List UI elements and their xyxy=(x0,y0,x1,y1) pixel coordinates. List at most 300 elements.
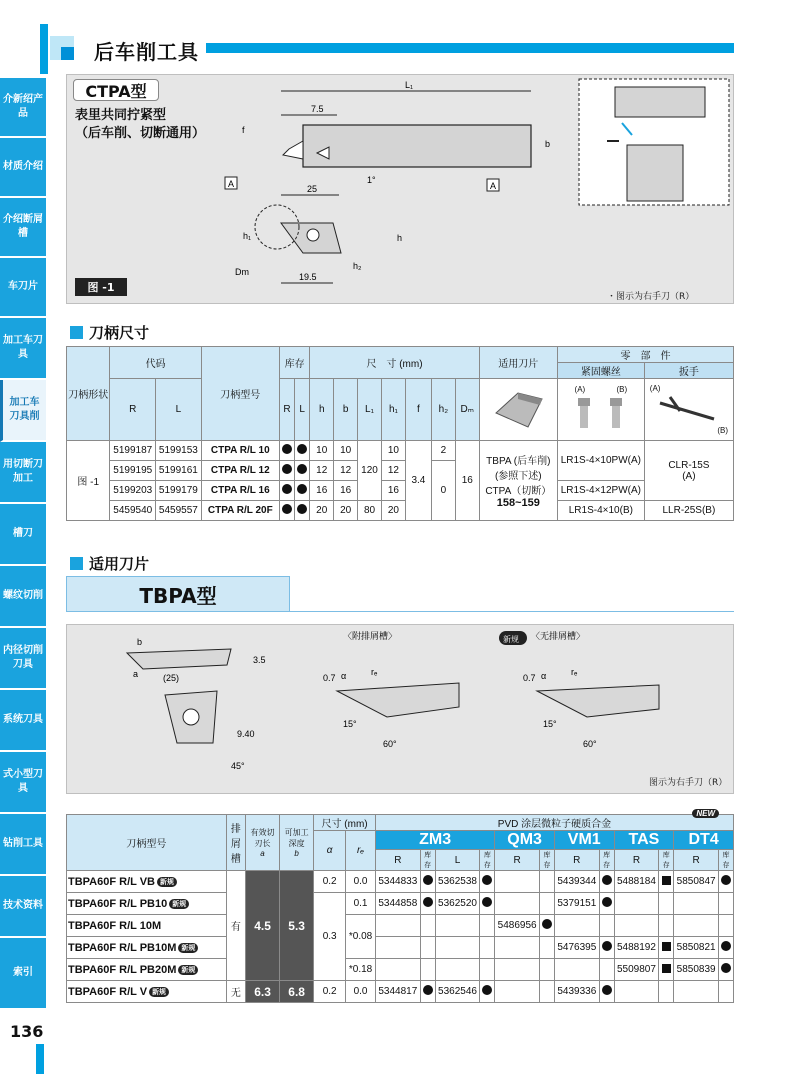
th-stock-r: R xyxy=(279,379,294,441)
th-insert-model: 刀柄型号 xyxy=(67,815,227,871)
zm3-l-cell xyxy=(435,959,480,981)
sidebar-item-label: 槽刀 xyxy=(13,528,33,539)
stock-l-cell xyxy=(295,461,310,481)
h1-cell: 16 xyxy=(381,481,405,501)
th-alpha: α xyxy=(314,831,346,871)
sidebar-item-label: 螺纹切削 xyxy=(3,590,43,601)
datum-a-left-label: A xyxy=(228,179,235,189)
stock-dot-icon xyxy=(282,464,292,474)
b-cell: 10 xyxy=(334,441,358,461)
zm3-l-stock xyxy=(480,893,495,915)
zm3-l-cell: 5362538 xyxy=(435,871,480,893)
dim-35-label: 3.5 xyxy=(253,655,266,665)
tas-r-cell xyxy=(614,915,659,937)
vm1-r-cell: 5439336 xyxy=(554,981,599,1003)
depth-cell: 6.8 xyxy=(280,981,314,1003)
screw-images xyxy=(557,379,644,441)
tas-stock xyxy=(659,981,674,1003)
holder-body-shape xyxy=(303,125,531,167)
insert-hole-shape xyxy=(183,709,199,725)
sidebar-item-chipbreaker[interactable] xyxy=(0,198,46,258)
holder-section-label: 刀柄尺寸 xyxy=(89,324,150,342)
section-square-icon xyxy=(70,557,83,570)
insert-table xyxy=(66,809,734,1003)
dim-60-label: 60° xyxy=(383,739,397,749)
model-cell: CTPA R/L 10 xyxy=(201,441,279,461)
th-h: h xyxy=(310,379,334,441)
h2-cell: 0 xyxy=(431,461,455,521)
screw-icon xyxy=(566,394,636,432)
dim-l1-label: L₁ xyxy=(405,80,414,90)
th-parts: 零 部 件 xyxy=(557,347,733,363)
zm3-r-cell: 5344858 xyxy=(375,893,420,915)
th-screw: 紧固螺丝 xyxy=(557,363,644,379)
th-wrench: 扳手 xyxy=(644,363,733,379)
th-tas-r: R xyxy=(614,850,659,871)
code-l-cell: 5199153 xyxy=(156,441,202,461)
code-r-cell: 5199195 xyxy=(110,461,156,481)
th-zm3-stock-l: 库存 xyxy=(480,850,495,871)
insert-model-text: TBPA60F R/L PB20M xyxy=(68,963,177,976)
f-cell: 3.4 xyxy=(405,441,431,521)
b-cell: 20 xyxy=(334,501,358,521)
th-insert-dims: 尺寸 (mm) xyxy=(314,815,376,831)
shape-fig-cell: 图 -1 xyxy=(67,441,110,521)
stock-dot-icon xyxy=(423,875,433,885)
stock-dot-icon xyxy=(721,875,731,885)
sidebar-item-label: 索引 xyxy=(13,967,33,978)
sidebar-item-boring[interactable] xyxy=(0,628,46,690)
vm1-stock xyxy=(599,937,614,959)
qm3-r-cell: 5486956 xyxy=(495,915,540,937)
zm3-r-stock xyxy=(420,893,435,915)
tbpa-type-label: TBPA型 xyxy=(66,576,290,612)
with-groove-label: 〈附排屑槽〉 xyxy=(343,631,398,641)
dt4-stock xyxy=(718,915,733,937)
grade-vm1: VM1 xyxy=(554,831,614,850)
th-vm1-r: R xyxy=(554,850,599,871)
vm1-stock xyxy=(599,893,614,915)
th-depth xyxy=(280,815,314,871)
screw-cell-3: LR1S-4×10(B) xyxy=(557,501,644,521)
cut-length-cell: 6.3 xyxy=(245,981,279,1003)
zm3-r-cell: 5344833 xyxy=(375,871,420,893)
dim-reb-label: rₑ xyxy=(571,667,578,677)
h1-cell: 12 xyxy=(381,461,405,481)
sidebar-item-new-products[interactable] xyxy=(0,78,46,138)
new-spec-tag: 新规 xyxy=(178,965,198,975)
zm3-l-stock xyxy=(480,915,495,937)
dt4-r-cell xyxy=(674,981,719,1003)
stock-dot-icon xyxy=(602,875,612,885)
ctpa-figure-panel xyxy=(66,74,734,304)
wrench-b-label: (B) xyxy=(717,426,728,435)
zm3-l-cell: 5362546 xyxy=(435,981,480,1003)
stock-dot-icon xyxy=(602,941,612,951)
new-badge: NEW xyxy=(692,809,719,818)
th-dt4-r: R xyxy=(674,850,719,871)
th-l1: L₁ xyxy=(358,379,382,441)
insert-model-cell xyxy=(67,871,227,893)
dim-07b-label: 0.7 xyxy=(523,673,536,683)
h1-cell: 20 xyxy=(381,501,405,521)
insert-model-cell xyxy=(67,937,227,959)
vm1-r-cell: 5379151 xyxy=(554,893,599,915)
zm3-r-cell xyxy=(375,937,420,959)
ctpa-desc-line2: （后车削、切断通用） xyxy=(75,126,206,141)
qm3-stock xyxy=(540,915,555,937)
h-cell: 12 xyxy=(310,461,334,481)
th-cut-text: 有效切刃长 xyxy=(250,828,275,848)
h-cell: 16 xyxy=(310,481,334,501)
th-zm3-stock-r: 库存 xyxy=(420,850,435,871)
th-b: b xyxy=(334,379,358,441)
dim-25-label: (25) xyxy=(163,673,180,683)
ctpa-desc-line1: 表里共同拧紧型 xyxy=(75,108,167,123)
insert-ref-line1: TBPA (后车削) xyxy=(486,456,551,467)
header-square-inner-icon xyxy=(61,47,74,60)
insert-shape-icon xyxy=(488,383,548,433)
zm3-l-stock xyxy=(480,959,495,981)
workpiece-shape xyxy=(615,87,705,117)
vm1-r-cell: 5439344 xyxy=(554,871,599,893)
zm3-l-cell xyxy=(435,915,480,937)
th-dims: 尺 寸 (mm) xyxy=(310,347,479,379)
table-row xyxy=(67,915,734,937)
sidebar-item-small-tools[interactable] xyxy=(0,752,46,814)
dim-a-label: a xyxy=(133,669,139,679)
vm1-r-cell: 5476395 xyxy=(554,937,599,959)
code-l-cell: 5459557 xyxy=(156,501,202,521)
th-zm3-l: L xyxy=(435,850,480,871)
sidebar-item-index[interactable] xyxy=(0,938,46,1010)
depth-cell: 5.3 xyxy=(280,871,314,981)
grade-tas: TAS xyxy=(614,831,674,850)
sidebar-item-system-tools[interactable] xyxy=(0,690,46,752)
zm3-r-stock xyxy=(420,981,435,1003)
tas-stock xyxy=(659,893,674,915)
th-code: 代码 xyxy=(110,347,201,379)
code-r-cell: 5459540 xyxy=(110,501,156,521)
qm3-r-cell xyxy=(495,871,540,893)
dim-940-label: 9.40 xyxy=(237,729,255,739)
zm3-r-cell: 5344817 xyxy=(375,981,420,1003)
dim-h-label: h xyxy=(397,233,403,243)
th-model: 刀柄型号 xyxy=(201,347,279,441)
dim-75-label: 7.5 xyxy=(311,104,324,114)
dim-15b-label: 15° xyxy=(543,719,557,729)
page-number-bar xyxy=(36,1044,44,1074)
table-row xyxy=(67,893,734,915)
zm3-r-stock xyxy=(420,915,435,937)
no-groove-label: 〈无排屑槽〉 xyxy=(531,631,586,641)
new-spec-tag: 新规 xyxy=(157,877,177,887)
sidebar-item-label: 材质介绍 xyxy=(3,161,43,172)
zm3-r-stock xyxy=(420,937,435,959)
dim-195-label: 19.5 xyxy=(299,272,317,282)
sidebar-item-turning-tools-active[interactable] xyxy=(0,380,46,442)
sidebar-item-materials[interactable] xyxy=(0,138,46,198)
insert-top-shape xyxy=(127,649,231,669)
sidebar-item-label: 钻削工具 xyxy=(3,838,43,849)
holder-section-title xyxy=(70,322,149,343)
h-cell: 20 xyxy=(310,501,334,521)
th-depth-text: 可加工深度 xyxy=(284,828,309,848)
sidebar-item-label: 用切断刀加工 xyxy=(3,459,43,484)
stock-r-cell xyxy=(279,481,294,501)
dt4-stock xyxy=(718,981,733,1003)
insert-model-cell xyxy=(67,959,227,981)
insert-model-cell xyxy=(67,981,227,1003)
vm1-r-cell xyxy=(554,915,599,937)
grade-qm3: QM3 xyxy=(495,831,555,850)
stock-dot-icon xyxy=(482,875,492,885)
vm1-stock xyxy=(599,959,614,981)
insert-ref-pages[interactable]: 158~159 xyxy=(496,497,540,509)
insert-drawing xyxy=(67,625,735,795)
ctpa-type-label: CTPA型 xyxy=(73,79,159,101)
table-row xyxy=(67,871,734,893)
datum-a-right-label: A xyxy=(490,181,497,191)
tas-r-cell xyxy=(614,981,659,1003)
tas-stock xyxy=(659,937,674,959)
page-number: 136 xyxy=(10,1022,44,1041)
tas-r-cell: 5509807 xyxy=(614,959,659,981)
screw-cell-1: LR1S-4×10PW(A) xyxy=(557,441,644,481)
sidebar-item-turning-tools[interactable] xyxy=(0,318,46,380)
insert-section-title xyxy=(70,553,149,574)
qm3-r-cell xyxy=(495,959,540,981)
code-l-cell: 5199161 xyxy=(156,461,202,481)
holder-table xyxy=(66,346,734,521)
th-depth-symbol: b xyxy=(294,849,299,858)
sidebar-item-threading[interactable] xyxy=(0,566,46,628)
th-re: rₑ xyxy=(346,831,376,871)
th-dm: Dₘ xyxy=(455,379,479,441)
grade-zm3: ZM3 xyxy=(375,831,494,850)
table-row xyxy=(67,481,734,501)
sidebar-item-label: 式小型刀具 xyxy=(3,769,43,794)
th-stock-l: L xyxy=(295,379,310,441)
th-code-r: R xyxy=(110,379,156,441)
stock-dot-icon xyxy=(423,897,433,907)
new-spec-tag: 新规 xyxy=(149,987,169,997)
stock-dot-icon xyxy=(423,985,433,995)
qm3-r-cell xyxy=(495,937,540,959)
zm3-r-stock xyxy=(420,959,435,981)
tas-r-cell xyxy=(614,893,659,915)
th-cut-symbol: a xyxy=(260,849,265,858)
stock-square-icon xyxy=(662,876,671,885)
sidebar-item-technical[interactable] xyxy=(0,876,46,938)
sidebar-item-drilling[interactable] xyxy=(0,814,46,876)
stock-dot-icon xyxy=(602,985,612,995)
model-cell: CTPA R/L 20F xyxy=(201,501,279,521)
re-cell: *0.18 xyxy=(346,959,376,981)
h2-cell: 2 xyxy=(431,441,455,461)
dt4-r-cell: 5850847 xyxy=(674,871,719,893)
th-pvd-text: PVD 涂层微粒子硬质合金 xyxy=(497,819,612,830)
sidebar-item-label: 加工车刀具削 xyxy=(9,397,40,422)
ctpa-note: ・图示为右手刀（R） xyxy=(607,292,695,302)
holder-tip-shape xyxy=(283,141,303,159)
l1-cell: 120 xyxy=(358,441,382,501)
stock-l-cell xyxy=(295,501,310,521)
stock-dot-icon xyxy=(282,504,292,514)
header-accent-bar xyxy=(40,24,48,74)
sidebar-item-label: 加工车刀具 xyxy=(3,335,43,360)
zm3-l-stock xyxy=(480,871,495,893)
qm3-stock xyxy=(540,893,555,915)
sidebar-item-label: 介新绍产品 xyxy=(3,94,43,119)
wrench-variant: (A) xyxy=(682,470,696,482)
stock-l-cell xyxy=(295,441,310,461)
tas-stock xyxy=(659,959,674,981)
h1-cell: 10 xyxy=(381,441,405,461)
qm3-stock xyxy=(540,959,555,981)
grade-dt4: DT4 xyxy=(674,831,734,850)
stock-dot-icon xyxy=(542,919,552,929)
h-cell: 10 xyxy=(310,441,334,461)
b-cell: 12 xyxy=(334,461,358,481)
dim-1deg-label: 1° xyxy=(367,175,376,185)
stock-dot-icon xyxy=(482,897,492,907)
tas-r-cell: 5488192 xyxy=(614,937,659,959)
dim-dm-label: Dm xyxy=(235,267,249,277)
b-cell: 16 xyxy=(334,481,358,501)
re-cell: 0.0 xyxy=(346,871,376,893)
qm3-r-cell xyxy=(495,981,540,1003)
vm1-stock xyxy=(599,871,614,893)
th-h1: h₁ xyxy=(381,379,405,441)
groove-no-cell: 无 xyxy=(226,981,245,1003)
th-dt4-stock: 库存 xyxy=(718,850,733,871)
qm3-r-cell xyxy=(495,893,540,915)
insert-ref-line3: CTPA（切断） xyxy=(485,486,552,497)
stock-dot-icon xyxy=(282,444,292,454)
tas-stock xyxy=(659,871,674,893)
insert-note: 图示为右手刀（R） xyxy=(649,778,728,788)
sidebar-item-grooving[interactable] xyxy=(0,504,46,566)
dim-h2-label: h₂ xyxy=(353,261,362,271)
dt4-r-cell: 5850839 xyxy=(674,959,719,981)
insert-ref-line2: (参照下述) xyxy=(494,471,542,482)
dt4-stock xyxy=(718,871,733,893)
screw-b-label: (B) xyxy=(616,384,628,394)
sidebar-item-inserts[interactable] xyxy=(0,258,46,318)
insert-model-text: TBPA60F R/L PB10M xyxy=(68,941,177,954)
dim-45-label: 45° xyxy=(231,761,245,771)
insert-ref-cell xyxy=(479,441,557,521)
tbpa-rule xyxy=(290,611,734,612)
wrench-model: CLR-15S xyxy=(668,459,710,471)
dim-60b-label: 60° xyxy=(583,739,597,749)
th-qm3-r: R xyxy=(495,850,540,871)
dim-b-label: b xyxy=(545,139,551,149)
zm3-l-cell xyxy=(435,937,480,959)
re-cell: *0.08 xyxy=(346,915,376,959)
th-cut-length xyxy=(245,815,279,871)
insert-model-cell xyxy=(67,893,227,915)
alpha-cell: 0.2 xyxy=(314,981,346,1003)
no-groove-profile-shape xyxy=(537,685,659,717)
zm3-l-stock xyxy=(480,937,495,959)
dt4-stock xyxy=(718,959,733,981)
stock-dot-icon xyxy=(282,484,292,494)
stock-dot-icon xyxy=(297,484,307,494)
new-spec-tag: 新规 xyxy=(169,899,189,909)
th-insert: 适用刀片 xyxy=(479,347,557,379)
sidebar-item-label: 技术资料 xyxy=(3,900,43,911)
dim-25-label: 25 xyxy=(307,184,318,194)
stock-l-cell xyxy=(295,481,310,501)
th-h2: h₂ xyxy=(431,379,455,441)
stock-r-cell xyxy=(279,501,294,521)
insert-model-cell: TBPA60F R/L 10M xyxy=(67,915,227,937)
cut-length-cell: 4.5 xyxy=(245,871,279,981)
table-row xyxy=(67,937,734,959)
tool-holder-machine-shape xyxy=(627,145,683,201)
th-groove: 排屑槽 xyxy=(226,815,245,871)
dt4-stock xyxy=(718,893,733,915)
insert-model-text: TBPA60F R/L V xyxy=(68,985,148,998)
stock-square-icon xyxy=(662,942,671,951)
section-square-icon xyxy=(70,326,83,339)
sidebar-item-label: 系统刀具 xyxy=(3,714,43,725)
stock-dot-icon xyxy=(297,464,307,474)
dt4-stock xyxy=(718,937,733,959)
sidebar-item-label: 车刀片 xyxy=(8,281,38,292)
groove-yes-cell: 有 xyxy=(226,871,245,981)
dm-cell: 16 xyxy=(455,441,479,521)
dim-h1-label: h₁ xyxy=(243,231,252,241)
zm3-r-cell xyxy=(375,915,420,937)
dim-b-label: b xyxy=(137,637,143,647)
th-f: f xyxy=(405,379,431,441)
ctpa-drawing xyxy=(67,75,735,305)
th-code-l: L xyxy=(156,379,202,441)
qm3-stock xyxy=(540,871,555,893)
tas-stock xyxy=(659,915,674,937)
sidebar-item-label: 内径切削刀具 xyxy=(3,645,43,670)
th-vm1-stock: 库存 xyxy=(599,850,614,871)
table-row xyxy=(67,981,734,1003)
sidebar-item-cutoff[interactable] xyxy=(0,442,46,504)
vm1-r-cell xyxy=(554,959,599,981)
screw-a-label: (A) xyxy=(574,384,586,394)
qm3-stock xyxy=(540,937,555,959)
new-spec-badge-text: 新规 xyxy=(503,635,519,644)
zm3-l-cell: 5362520 xyxy=(435,893,480,915)
zm3-l-stock xyxy=(480,981,495,1003)
screw-head-shape xyxy=(307,229,319,241)
stock-dot-icon xyxy=(602,897,612,907)
table-row xyxy=(67,959,734,981)
stock-square-icon xyxy=(662,964,671,973)
th-qm3-stock: 库存 xyxy=(540,850,555,871)
th-shape: 刀柄形状 xyxy=(67,347,110,441)
new-spec-tag: 新规 xyxy=(178,943,198,953)
code-l-cell: 5199179 xyxy=(156,481,202,501)
table-row xyxy=(67,441,734,461)
dim-alphab-label: α xyxy=(541,671,547,681)
wrench-a-label: (A) xyxy=(649,384,661,393)
vm1-stock xyxy=(599,915,614,937)
th-pvd xyxy=(375,809,733,831)
insert-model-text: TBPA60F R/L PB10 xyxy=(68,897,168,910)
tas-r-cell: 5488184 xyxy=(614,871,659,893)
wrench-images xyxy=(644,379,733,441)
